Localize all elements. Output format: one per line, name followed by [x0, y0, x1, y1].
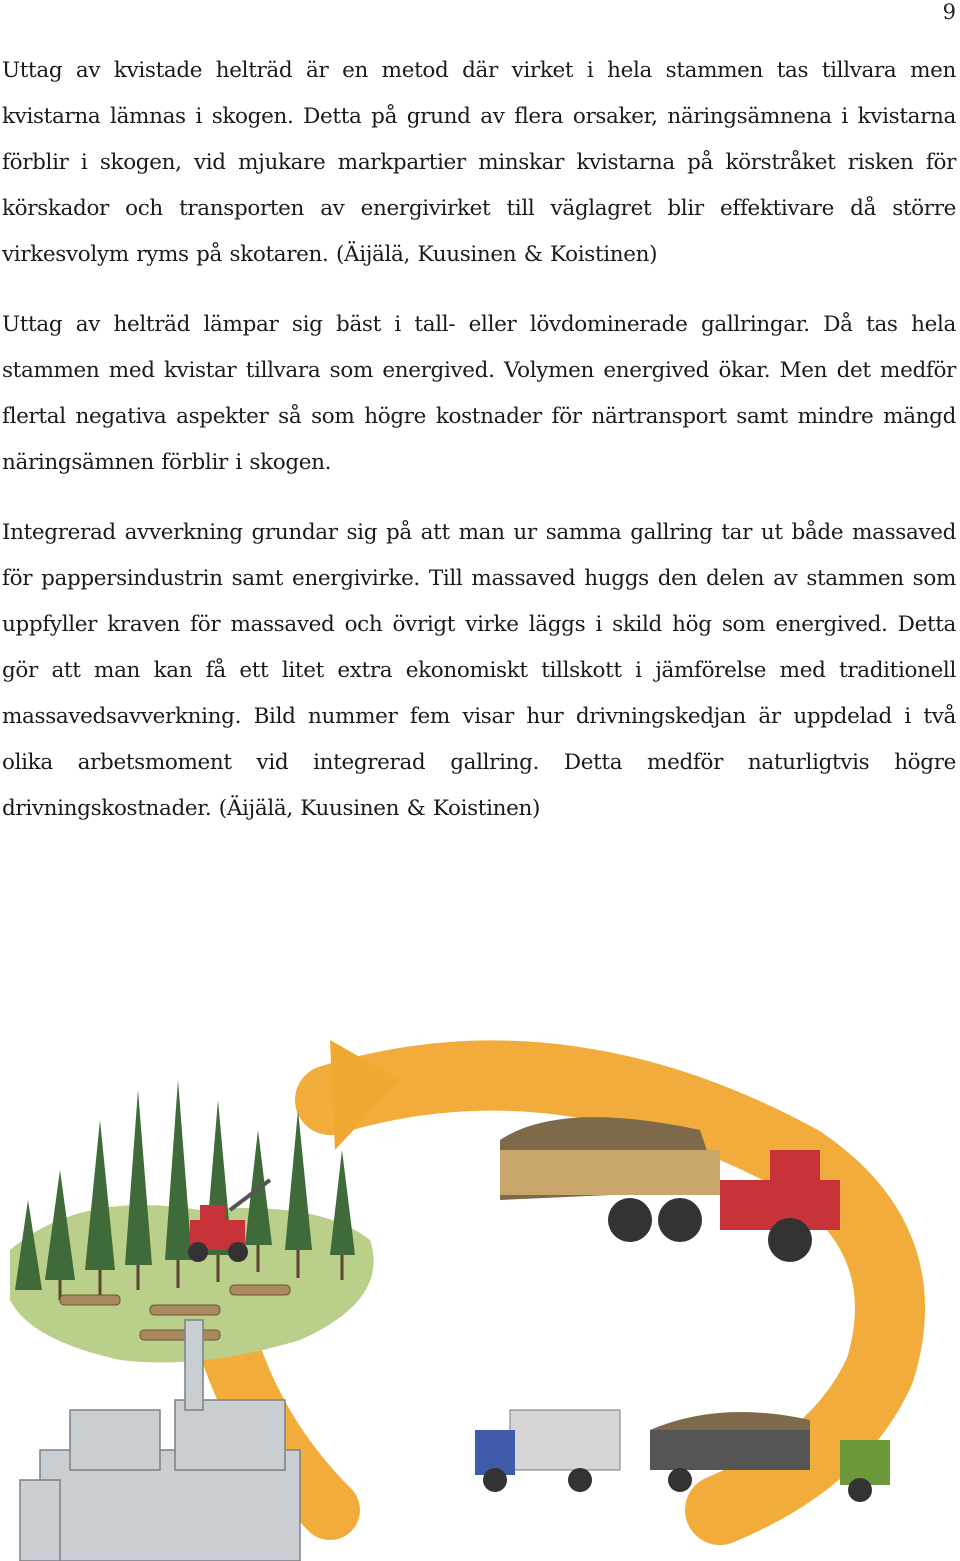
page-number: 9 [942, 0, 956, 24]
paragraph-helträd: Uttag av helträd lämpar sig bäst i tall- eller lövdominerade gallringar. Då tas hela stammen med kvistar tillvara som energived. Volymen energived ökar. Men det medför flertal negativa aspekter så som högre kostnader för närtransport samt mindre mängd näringsämnen förblir i skogen. [2, 312, 956, 475]
harvesting-chain-illustration [0, 1040, 960, 1561]
paragraph-kvistade-helträd: Uttag av kvistade helträd är en metod där virket i hela stammen tas tillvara men kvistarna lämnas i skogen. Detta på grund av flera orsaker, näringsämnena i kvistarna förblir i skogen, vid mjukare markpartier minskar kvistarna på körstråket risken för körskador och transporten av energivirket till väglagret blir effektivare då större virkesvolym ryms på skotaren. (Äijälä, Kuusinen & Koistinen) [2, 58, 956, 267]
chip-truck-blue [475, 1410, 620, 1492]
paragraph-integrerad-avverkning: Integrerad avverkning grundar sig på att man ur samma gallring tar ut både massaved för pappersindustrin samt energivirke. Till massaved huggs den delen av stammen som uppfyller kraven för massaved och övrigt virke läggs i skild hög som energived. Detta gör att man kan få ett litet extra ekonomiskt tillskott i jämförelse med traditionell massavedsavverkning. Bild nummer fem visar hur drivningskedjan är uppdelad i två olika arbetsmoment vid integrerad gallring. Detta medför naturligtvis högre drivningskostnader. (Äijälä, Kuusinen & Koistinen) [2, 520, 956, 821]
body-text [2, 48, 956, 856]
